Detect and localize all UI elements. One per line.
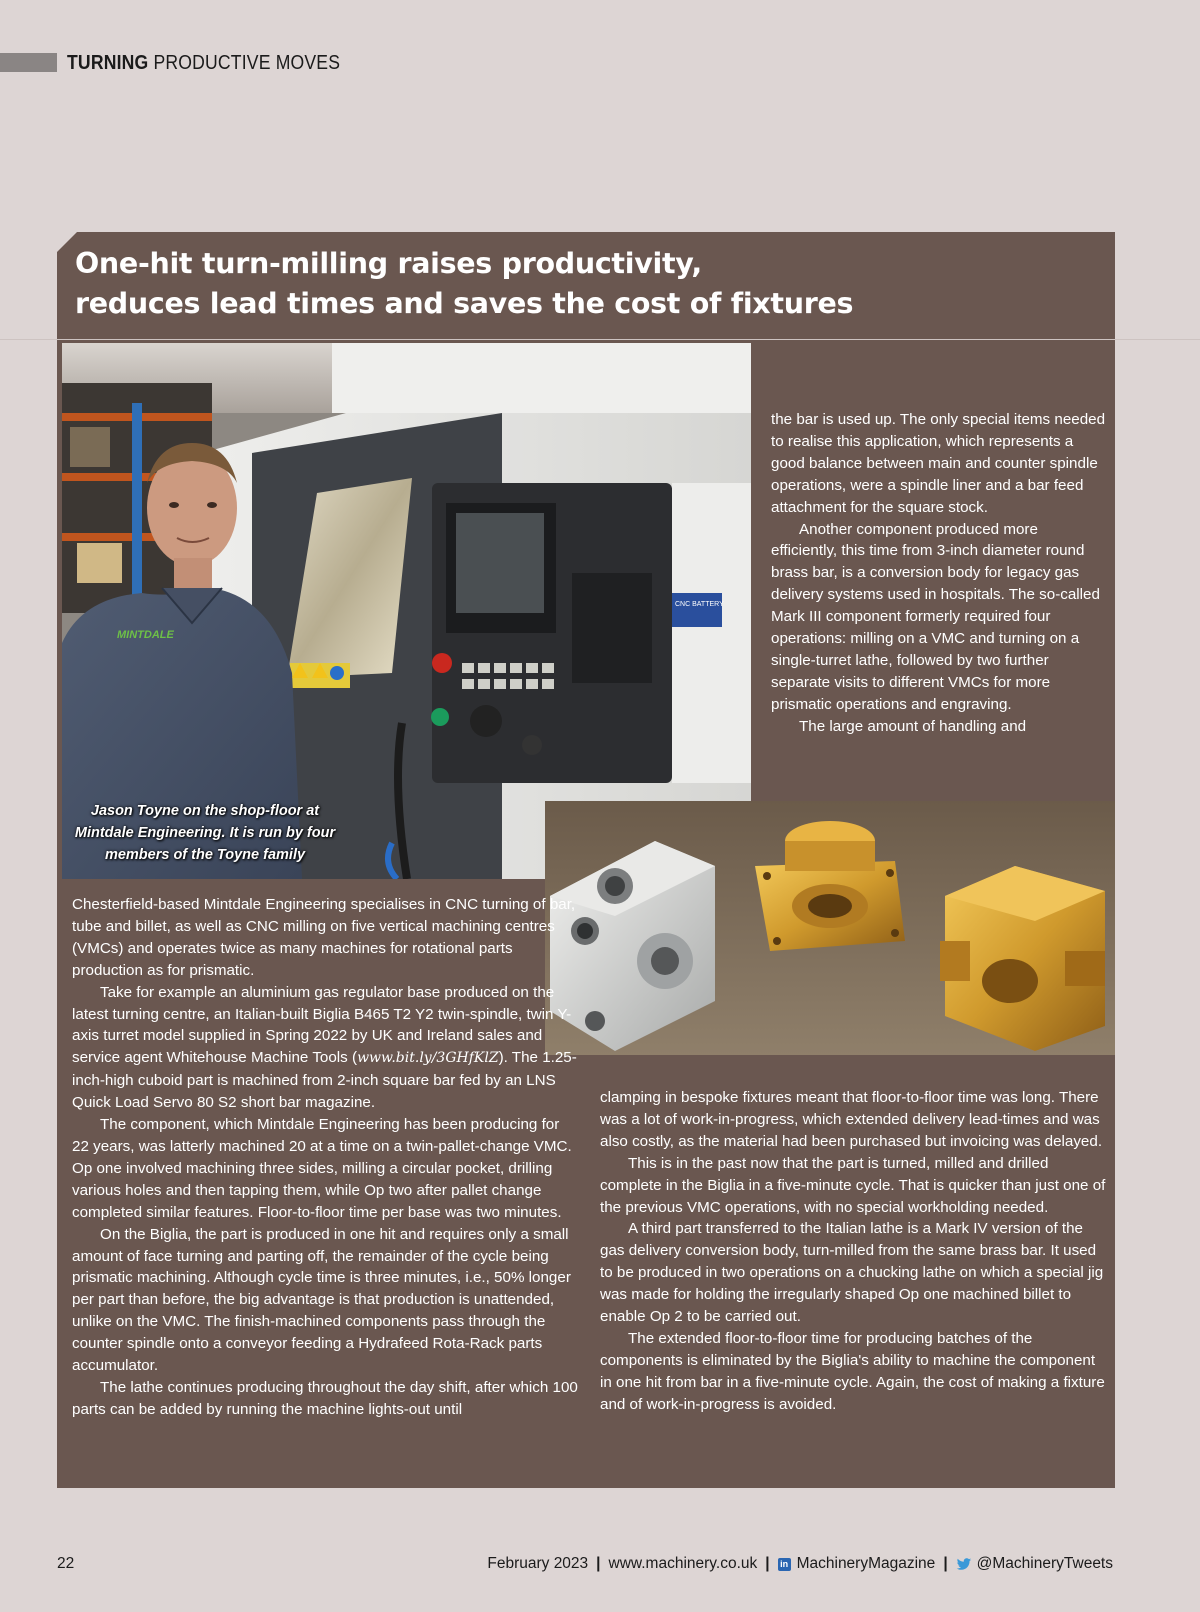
linkedin-icon: in — [778, 1558, 791, 1571]
paragraph: Chesterfield-based Mintdale Engineering specialises in CNC turning of bar, tube and billet, as well as CNC milling on five vertical machining centres (VMCs) and operates twice as many machines for rotational parts production as for prismatic. — [72, 896, 576, 979]
page-number: 22 — [57, 1555, 75, 1572]
issue-date: February 2023 — [487, 1555, 589, 1572]
headline-divider — [0, 339, 1200, 340]
paragraph: The extended floor-to-floor time for producing batches of the components is eliminated by the Biglia's ability to machine the component in one hit from bar in a five-minute cycle. Again, the cost of making a fixture and of work-in-progress is avoided. — [600, 1329, 1105, 1413]
footer-info — [487, 1555, 1113, 1573]
paragraph: The lathe continues producing throughout the day shift, after which 100 parts can be added by running the machine lights-out until — [72, 1378, 578, 1418]
paragraph — [72, 982, 578, 1114]
shopfloor-photo — [62, 343, 751, 879]
footer-separator: | — [596, 1555, 601, 1572]
paragraph: The component, which Mintdale Engineering has been producing for 22 years, was latterly machined 20 at a time on a twin-pallet-change VMC. Op one involved machining three sides, milling a circular pocket, drilling various holes and then tapping them, while Op two after pallet change completed similar features. Floor-to-floor time per base was two minutes. — [72, 1116, 572, 1221]
photo-caption: Jason Toyne on the shop-floor at Mintdale Engineering. It is run by four members of the Toyne family — [74, 803, 336, 863]
paragraph: On the Biglia, the part is produced in one hit and requires only a small amount of face turning and parting off, the remainder of the cycle being prismatic machining. Although cycle time is three minutes, i.e., 50% longer per part than before, the big advantage is that production is unattended, unlike on the VMC. The finish-machined components pass through the counter spindle onto a conveyor feeding a Hydrafeed Rota-Rack parts accumulator. — [72, 1225, 571, 1375]
paragraph: The large amount of handling and — [799, 717, 1027, 735]
cnc-battery-label: CNC BATTERY — [675, 601, 724, 608]
section-header-rest: PRODUCTIVE MOVES — [148, 52, 341, 74]
twitter-icon — [956, 1558, 972, 1571]
paragraph-text: Take for example an aluminium gas regulator base produced on the latest turning centre, an Italian-built Biglia B465 T2 Y2 twin-spindle, twin Y-axis turret model supplied in Spring 2022 by UK and Ireland sales and service agent Whitehouse Machine Tools ( — [72, 983, 572, 1067]
paragraph: This is in the past now that the part is turned, milled and drilled complete in the Biglia in a five-minute cycle. That is quicker than just one of the previous VMC operations, with no special workholding needed. — [600, 1154, 1106, 1216]
article-column-right — [771, 409, 1106, 738]
paragraph: the bar is used up. The only special items needed to realise this application, which represents a good balance between main and counter spindle operations, were a spindle liner and a bar feed attachment for the square stock. — [771, 411, 1106, 516]
website-link[interactable]: www.machinery.co.uk — [608, 1555, 758, 1572]
article-column-left — [72, 894, 578, 1421]
section-marker-bar — [0, 53, 57, 72]
twitter-handle[interactable]: @MachineryTweets — [976, 1555, 1113, 1572]
shirt-logo: MINTDALE — [117, 629, 174, 641]
linkedin-link[interactable]: MachineryMagazine — [796, 1555, 936, 1572]
panel-corner-notch — [57, 232, 77, 252]
machined-parts-photo — [545, 801, 1115, 1055]
headline-line-2: reduces lead times and saves the cost of fixtures — [75, 287, 854, 320]
paragraph: clamping in bespoke fixtures meant that floor-to-floor time was long. There was a lot of work-in-progress, which extended delivery lead-times and was also costly, as the material had been purchased but invoicing was delayed. — [600, 1089, 1103, 1150]
article-headline — [75, 244, 853, 324]
section-header-bold: TURNING — [67, 52, 149, 74]
paragraph: Another component produced more efficiently, this time from 3-inch diameter round brass bar, is a conversion body for legacy gas delivery systems used in hospitals. The so-called Mark III component formerly required four operations: milling on a VMC and turning on a single-turret lathe, followed by two further separate visits to different VMCs for more prismatic operations and engraving. — [771, 520, 1100, 713]
footer-separator: | — [765, 1555, 770, 1572]
article-column-middle — [600, 1087, 1106, 1416]
paragraph-text: ). The 1.25-inch-high cuboid part is machined from 2-inch square bar fed by an LNS Quick Load Servo 80 S2 short bar magazine. — [72, 1049, 577, 1112]
footer-separator: | — [943, 1555, 948, 1572]
article-link[interactable]: www.bit.ly/3GHfKlZ — [357, 1050, 499, 1067]
headline-line-1: One-hit turn-milling raises productivity, — [75, 247, 702, 280]
section-header — [67, 52, 340, 75]
paragraph: A third part transferred to the Italian lathe is a Mark IV version of the gas delivery conversion body, turn-milled from the same brass bar. It used to be produced in two operations on a chucking lathe on which a special jig was made for holding the irregularly shaped Op one machined billet to enable Op 2 to be carried out. — [600, 1220, 1104, 1326]
